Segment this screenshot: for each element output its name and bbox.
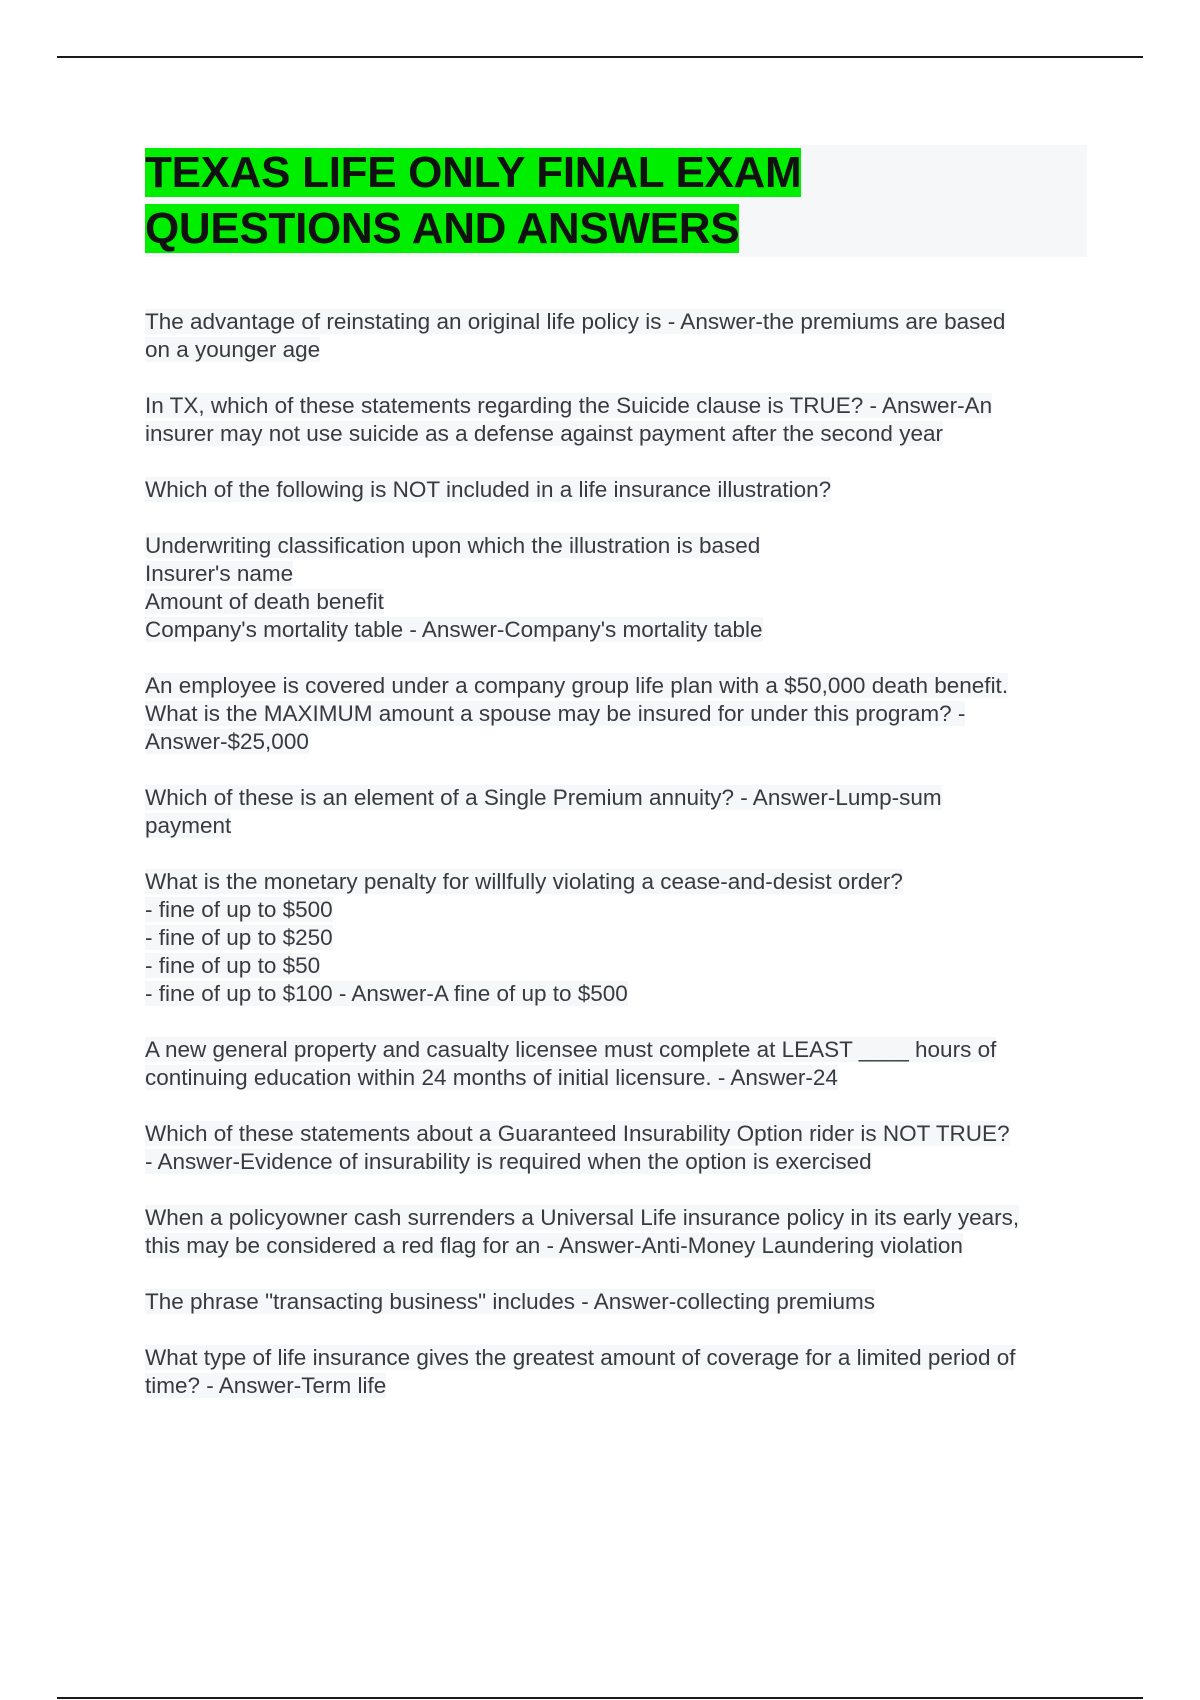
qa-line-text: What is the MAXIMUM amount a spouse may be insured for under this program? - — [145, 701, 966, 726]
qa-line-text: insurer may not use suicide as a defense against payment after the second year — [145, 421, 943, 446]
qa-line-text: - Answer-Evidence of insurability is required when the option is exercised — [145, 1149, 872, 1174]
qa-line — [145, 700, 1085, 728]
qa-line-text: Which of these statements about a Guaranteed Insurability Option rider is NOT TRUE? — [145, 1121, 1010, 1146]
qa-line — [145, 728, 1085, 756]
qa-line-text: A new general property and casualty licensee must complete at LEAST ____ hours of — [145, 1037, 997, 1062]
qa-line-text: What type of life insurance gives the greatest amount of coverage for a limited period of — [145, 1345, 1016, 1370]
qa-line — [145, 420, 1085, 448]
qa-line-text: on a younger age — [145, 337, 321, 362]
qa-line-text: this may be considered a red flag for an - Answer-Anti-Money Laundering violation — [145, 1233, 963, 1258]
qa-line-text: In TX, which of these statements regarding the Suicide clause is TRUE? - Answer-An — [145, 393, 993, 418]
bottom-rule — [57, 1697, 1143, 1699]
qa-item — [145, 672, 1085, 756]
qa-item — [145, 868, 1085, 1008]
qa-item — [145, 1288, 1085, 1316]
qa-line — [145, 1064, 1085, 1092]
qa-item — [145, 1344, 1085, 1400]
title-block — [145, 145, 1087, 257]
qa-line — [145, 392, 1085, 420]
qa-line-text: Underwriting classification upon which the illustration is based — [145, 533, 761, 558]
qa-line-text: What is the monetary penalty for willfully violating a cease-and-desist order? — [145, 869, 903, 894]
qa-line — [145, 924, 1085, 952]
qa-line — [145, 1120, 1085, 1148]
qa-line-text: - fine of up to $500 — [145, 897, 333, 922]
qa-line-text: Answer-$25,000 — [145, 729, 309, 754]
qa-item — [145, 1204, 1085, 1260]
qa-line-text: payment — [145, 813, 232, 838]
qa-line — [145, 308, 1085, 336]
qa-line — [145, 336, 1085, 364]
qa-line — [145, 560, 1085, 588]
qa-item — [145, 784, 1085, 840]
qa-item — [145, 308, 1085, 364]
qa-item — [145, 1120, 1085, 1176]
qa-line — [145, 1036, 1085, 1064]
qa-line — [145, 980, 1085, 1008]
qa-line-text: continuing education within 24 months of initial licensure. - Answer-24 — [145, 1065, 838, 1090]
qa-line-text: time? - Answer-Term life — [145, 1373, 387, 1398]
qa-line-text: An employee is covered under a company group life plan with a $50,000 death benefit. — [145, 673, 1009, 698]
qa-line — [145, 952, 1085, 980]
qa-line — [145, 812, 1085, 840]
qa-line-text: The phrase "transacting business" includes - Answer-collecting premiums — [145, 1289, 876, 1314]
qa-line-text: Insurer's name — [145, 561, 294, 586]
document-title-line-1: TEXAS LIFE ONLY FINAL EXAM — [145, 148, 802, 197]
qa-line-text: The advantage of reinstating an original life policy is - Answer-the premiums are based — [145, 309, 1006, 334]
qa-item — [145, 392, 1085, 448]
qa-line-text: - fine of up to $50 — [145, 953, 321, 978]
qa-line — [145, 1372, 1085, 1400]
qa-line-text: When a policyowner cash surrenders a Universal Life insurance policy in its early years, — [145, 1205, 1020, 1230]
qa-line — [145, 784, 1085, 812]
qa-line — [145, 1204, 1085, 1232]
qa-line-text: - fine of up to $250 — [145, 925, 333, 950]
qa-line-text: Which of the following is NOT included in a life insurance illustration? — [145, 477, 832, 502]
qa-item — [145, 1036, 1085, 1092]
qa-line — [145, 896, 1085, 924]
qa-line — [145, 616, 1085, 644]
qa-line-text: Amount of death benefit — [145, 589, 384, 614]
qa-item — [145, 476, 1085, 504]
qa-line — [145, 1344, 1085, 1372]
qa-line — [145, 868, 1085, 896]
qa-line — [145, 672, 1085, 700]
qa-line — [145, 588, 1085, 616]
qa-line — [145, 1232, 1085, 1260]
document-title — [145, 145, 1087, 257]
qa-line — [145, 476, 1085, 504]
qa-line — [145, 1148, 1085, 1176]
top-rule — [57, 56, 1143, 58]
qa-line — [145, 532, 1085, 560]
qa-line — [145, 1288, 1085, 1316]
question-answer-list — [145, 308, 1085, 1428]
qa-line-text: Which of these is an element of a Single Premium annuity? - Answer-Lump-sum — [145, 785, 942, 810]
qa-item — [145, 532, 1085, 644]
qa-line-text: Company's mortality table - Answer-Company's mortality table — [145, 617, 763, 642]
qa-line-text: - fine of up to $100 - Answer-A fine of up to $500 — [145, 981, 628, 1006]
document-title-line-2: QUESTIONS AND ANSWERS — [145, 204, 740, 253]
